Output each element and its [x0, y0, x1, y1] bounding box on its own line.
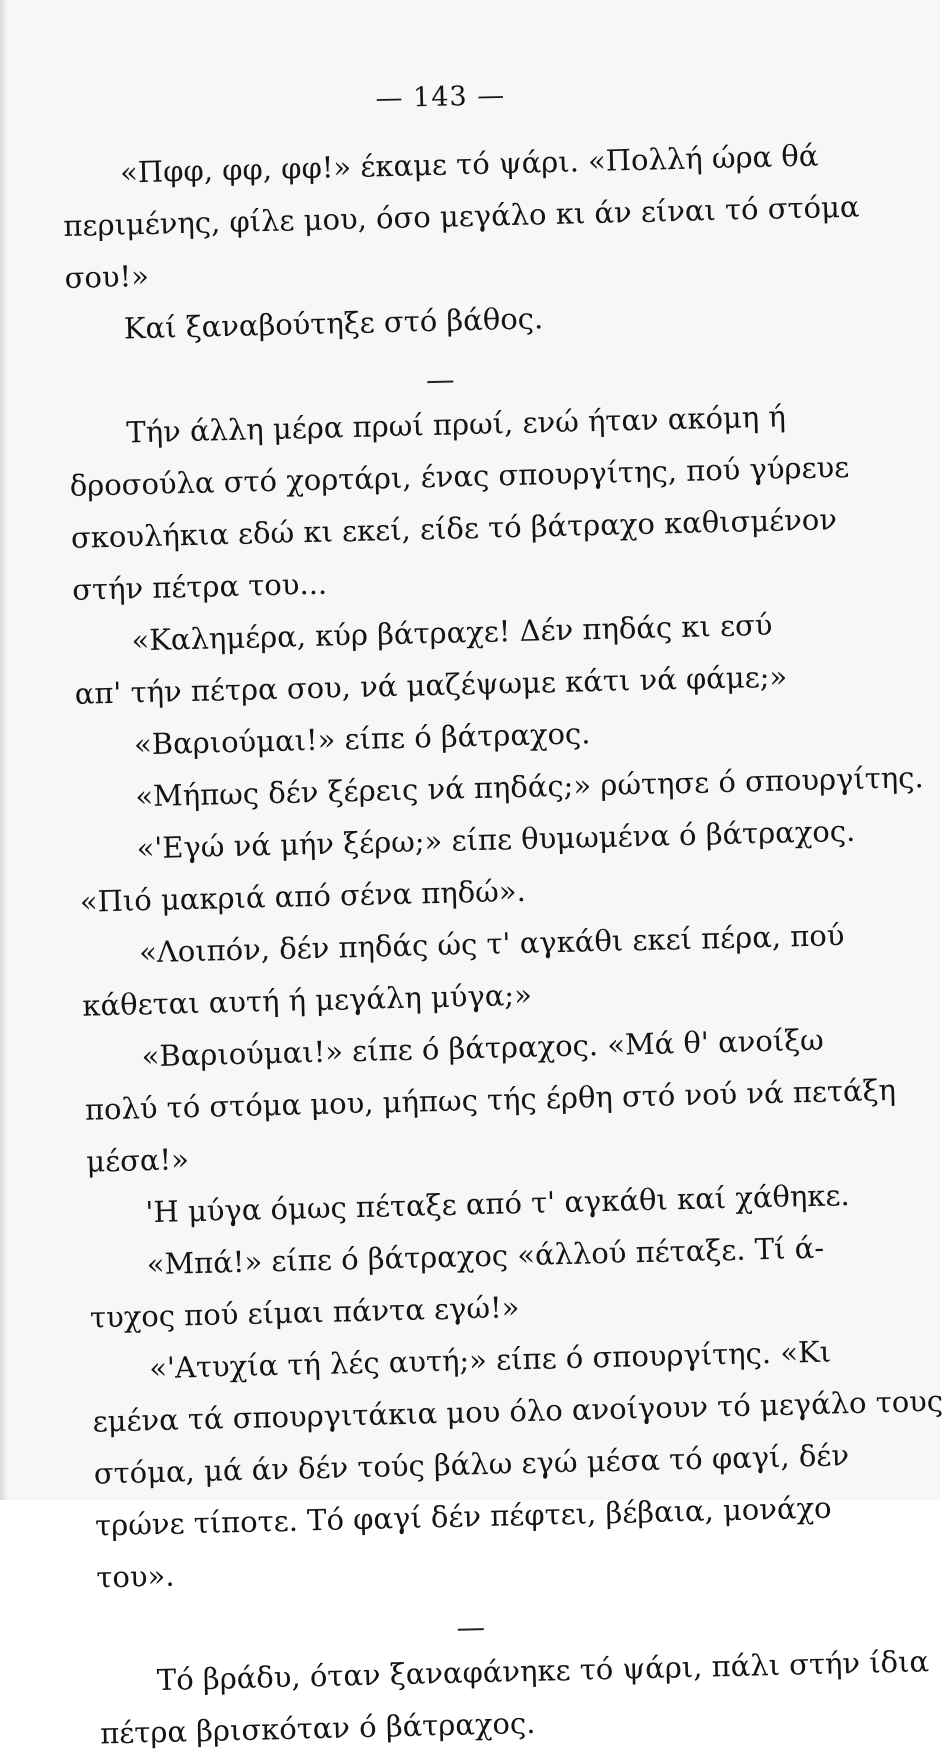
text-line: περιμένης, φίλε μου, όσο μεγάλο κι άν είναι τό στόμα [62, 189, 860, 243]
text-line: τρώνε τίποτε. Τό φαγί δέν πέφτει, βέβαια, μονάχο [94, 1490, 832, 1543]
text-line: σου!» [64, 258, 150, 295]
text-line: κάθεται αυτή ή μεγάλη μύγα;» [82, 977, 533, 1023]
page-edge-shadow [0, 0, 8, 1500]
text-line: «Βαριούμαι!» είπε ό βάτραχος. [133, 716, 591, 762]
text-line: «Πιό μακριά από σένα πηδώ». [79, 873, 527, 919]
text-line: «'Ατυχία τή λές αυτή;» είπε ό σπουργίτης. «Κι [148, 1334, 832, 1386]
text-line: «Μπά!» είπε ό βάτραχος «άλλού πέταξε. Τί ά- [146, 1230, 825, 1282]
text-line: Τήν άλλη μέρα πρωί πρωί, ενώ ήταν ακόμη ή [126, 399, 787, 450]
text-lines [61, 129, 944, 1759]
text-line: «Λοιπόν, δέν πηδάς ώς τ' αγκάθι εκεί πέρα, πού [138, 918, 845, 970]
text-line: Καί ξαναβούτηξε στό βάθος. [123, 301, 544, 346]
text-line: Τό βράδυ, όταν ξαναφάνηκε τό ψάρι, πάλι στήν ίδια [156, 1644, 930, 1698]
text-line: σκουλήκια εδώ κι εκεί, είδε τό βάτραχο καθισμένον [70, 502, 838, 555]
separator-dash [458, 1628, 484, 1631]
text-line: στόμα, μά άν δέν τούς βάλω εγώ μέσα τό φαγί, δέν [93, 1438, 850, 1491]
text-line: του». [95, 1558, 175, 1595]
page-number: — 143 — [375, 80, 506, 115]
text-line: στήν πέτρα του... [71, 566, 328, 607]
text-line: «Βαριούμαι!» είπε ό βάτραχος. «Μά θ' ανοίξω [141, 1022, 825, 1074]
text-line: «Μήπως δέν ξέρεις νά πηδάς;» ρώτησε ό σπουργίτης. [134, 760, 925, 814]
separator-dash [427, 380, 453, 383]
text-line: απ' τήν πέτρα σου, νά μαζέψωμε κάτι νά φάμε;» [74, 659, 788, 711]
text-line: πολύ τό στόμα μου, μήπως τής έρθη στό νού νά πετάξη [84, 1072, 897, 1127]
text-line: 'Η μύγα όμως πέταξε από τ' αγκάθι καί χάθηκε. [145, 1178, 851, 1230]
text-line: μέσα!» [85, 1142, 190, 1179]
text-line: «Καλημέρα, κύρ βάτραχε! Δέν πηδάς κι εσύ [131, 607, 773, 658]
text-line: «'Εγώ νά μήν ξέρω;» είπε θυμωμένα ό βάτραχος. [136, 813, 856, 866]
text-block [60, 69, 944, 1759]
text-line: τυχος πού είμαι πάντα εγώ!» [89, 1290, 520, 1335]
text-line: «Πφφ, φφ, φφ!» έκαμε τό ψάρι. «Πολλή ώρα θά [119, 138, 819, 190]
text-line: εμένα τά σπουργιτάκια μου όλο ανοίγουν τό μεγάλο τους [92, 1383, 944, 1439]
text-line: δροσούλα στό χορτάρι, ένας σπουργίτης, πού γύρευε [69, 449, 850, 503]
text-line: πέτρα βρισκόταν ό βάτραχος. [99, 1705, 536, 1751]
